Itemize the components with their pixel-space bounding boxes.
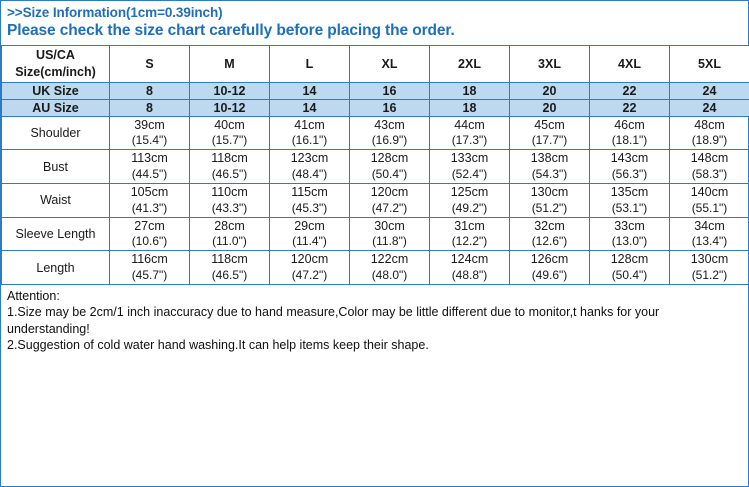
uk-size-2xl: 18 <box>430 82 510 99</box>
waist-3xl-inch: (51.2") <box>531 200 568 215</box>
attention-note-2: 2.Suggestion of cold water hand washing.It can help items keep their shape. <box>7 338 429 353</box>
length-5xl <box>670 251 749 285</box>
column-header-3xl: 3XL <box>510 46 590 83</box>
length-4xl-inch: (50.4") <box>611 267 648 282</box>
au-size-4xl: 22 <box>590 99 670 116</box>
table-row-bust <box>2 150 749 184</box>
size-check-notice: Please check the size chart carefully before placing the order. <box>7 22 455 39</box>
sleeve-length-3xl <box>510 217 590 251</box>
waist-xl-inch: (47.2") <box>371 200 408 215</box>
length-5xl-inch: (51.2") <box>691 267 728 282</box>
table-row-sleeve-length <box>2 217 749 251</box>
length-s <box>110 251 190 285</box>
shoulder-3xl-inch: (17.7") <box>531 133 568 148</box>
shoulder-xl <box>350 116 430 150</box>
bust-3xl-cm: 138cm <box>530 151 569 166</box>
bust-5xl-cm: 148cm <box>690 151 729 166</box>
uk-size-3xl: 20 <box>510 82 590 99</box>
length-l-inch: (47.2") <box>291 267 328 282</box>
au-size-xl: 16 <box>350 99 430 116</box>
table-row-au-size <box>2 99 749 116</box>
table-row-size-header <box>2 46 749 83</box>
shoulder-4xl-cm: 46cm <box>614 117 645 132</box>
au-size-l: 14 <box>270 99 350 116</box>
au-size-5xl: 24 <box>670 99 749 116</box>
shoulder-xl-cm: 43cm <box>374 117 405 132</box>
sleeve-length-l <box>270 217 350 251</box>
au-size-2xl: 18 <box>430 99 510 116</box>
column-header-m: M <box>190 46 270 83</box>
length-3xl-inch: (49.6") <box>531 267 568 282</box>
waist-4xl <box>590 184 670 218</box>
attention-section <box>1 285 748 358</box>
sleeve-length-4xl <box>590 217 670 251</box>
length-m-inch: (46.5") <box>211 267 248 282</box>
sleeve-length-m-inch: (11.0") <box>212 234 247 249</box>
waist-5xl-cm: 140cm <box>690 185 729 199</box>
length-5xl-cm: 130cm <box>690 252 729 267</box>
length-l-cm: 120cm <box>290 252 329 267</box>
shoulder-xl-inch: (16.9") <box>371 133 408 148</box>
waist-m-cm: 110cm <box>211 185 248 199</box>
column-header-l: L <box>270 46 350 83</box>
shoulder-4xl-inch: (18.1") <box>611 133 648 148</box>
waist-m <box>190 184 270 218</box>
length-2xl <box>430 251 510 285</box>
waist-3xl-cm: 130cm <box>530 185 569 199</box>
length-m <box>190 251 270 285</box>
sleeve-length-3xl-cm: 32cm <box>534 218 565 233</box>
uk-size-m: 10-12 <box>190 82 270 99</box>
bust-s-inch: (44.5") <box>131 167 168 181</box>
corner-label-line1: US/CA <box>36 48 75 62</box>
column-header-4xl: 4XL <box>590 46 670 83</box>
waist-xl <box>350 184 430 218</box>
sleeve-length-3xl-inch: (12.6") <box>531 234 568 249</box>
waist-5xl <box>670 184 749 218</box>
row-label-length: Length <box>2 251 110 285</box>
bust-m <box>190 150 270 184</box>
row-label-uk-size: UK Size <box>2 82 110 99</box>
bust-2xl <box>430 150 510 184</box>
waist-s-inch: (41.3") <box>131 200 168 215</box>
shoulder-5xl-inch: (18.9") <box>691 133 728 148</box>
waist-xl-cm: 120cm <box>370 185 409 199</box>
sleeve-length-2xl <box>430 217 510 251</box>
shoulder-5xl-cm: 48cm <box>694 117 725 132</box>
table-row-uk-size <box>2 82 749 99</box>
bust-l-cm: 123cm <box>290 151 329 166</box>
bust-5xl-inch: (58.3") <box>691 167 728 181</box>
shoulder-m-cm: 40cm <box>214 117 245 132</box>
shoulder-3xl-cm: 45cm <box>534 117 565 132</box>
au-size-m: 10-12 <box>190 99 270 116</box>
row-label-shoulder: Shoulder <box>2 116 110 150</box>
waist-l-inch: (45.3") <box>291 200 328 215</box>
waist-4xl-inch: (53.1") <box>611 200 648 215</box>
waist-s <box>110 184 190 218</box>
length-m-cm: 118cm <box>211 252 248 267</box>
sleeve-length-xl <box>350 217 430 251</box>
table-row-shoulder <box>2 116 749 150</box>
corner-label <box>2 46 110 83</box>
shoulder-s-inch: (15.4") <box>131 133 168 148</box>
column-header-2xl: 2XL <box>430 46 510 83</box>
length-s-cm: 116cm <box>131 252 168 267</box>
sleeve-length-l-cm: 29cm <box>294 218 325 233</box>
waist-l <box>270 184 350 218</box>
length-l <box>270 251 350 285</box>
uk-size-5xl: 24 <box>670 82 749 99</box>
sleeve-length-xl-cm: 30cm <box>374 218 405 233</box>
shoulder-3xl <box>510 116 590 150</box>
length-2xl-inch: (48.8") <box>451 267 488 282</box>
shoulder-2xl-inch: (17.3") <box>451 133 488 148</box>
bust-xl-inch: (50.4") <box>371 167 408 181</box>
au-size-s: 8 <box>110 99 190 116</box>
bust-l <box>270 150 350 184</box>
table-row-length <box>2 251 749 285</box>
row-label-waist: Waist <box>2 184 110 218</box>
shoulder-2xl <box>430 116 510 150</box>
bust-4xl <box>590 150 670 184</box>
shoulder-m-inch: (15.7") <box>211 133 248 148</box>
bust-m-cm: 118cm <box>211 151 248 166</box>
sleeve-length-5xl-inch: (13.4") <box>691 234 728 249</box>
row-label-au-size: AU Size <box>2 99 110 116</box>
size-chart-table <box>1 45 749 285</box>
uk-size-s: 8 <box>110 82 190 99</box>
sleeve-length-2xl-inch: (12.2") <box>451 234 488 249</box>
waist-2xl-cm: 125cm <box>450 185 489 199</box>
row-label-bust: Bust <box>2 150 110 184</box>
bust-4xl-cm: 143cm <box>610 151 649 166</box>
shoulder-m <box>190 116 270 150</box>
sleeve-length-xl-inch: (11.8") <box>372 234 407 249</box>
length-s-inch: (45.7") <box>131 267 168 282</box>
length-xl-inch: (48.0") <box>371 267 408 282</box>
bust-l-inch: (48.4") <box>291 167 328 181</box>
bust-3xl <box>510 150 590 184</box>
shoulder-4xl <box>590 116 670 150</box>
column-header-5xl: 5XL <box>670 46 749 83</box>
bust-s-cm: 113cm <box>131 151 168 166</box>
sleeve-length-4xl-cm: 33cm <box>614 218 645 233</box>
length-4xl <box>590 251 670 285</box>
bust-3xl-inch: (54.3") <box>531 167 568 181</box>
table-row-waist <box>2 184 749 218</box>
shoulder-s-cm: 39cm <box>134 117 165 132</box>
shoulder-l-inch: (16.1") <box>291 133 328 148</box>
shoulder-5xl <box>670 116 749 150</box>
bust-s <box>110 150 190 184</box>
length-xl-cm: 122cm <box>370 252 409 267</box>
sleeve-length-s-inch: (10.6") <box>131 234 168 249</box>
sleeve-length-4xl-inch: (13.0") <box>611 234 648 249</box>
length-4xl-cm: 128cm <box>610 252 649 267</box>
column-header-xl: XL <box>350 46 430 83</box>
size-info-heading: >>Size Information(1cm=0.39inch) <box>7 5 223 20</box>
shoulder-2xl-cm: 44cm <box>454 117 485 132</box>
shoulder-l <box>270 116 350 150</box>
uk-size-xl: 16 <box>350 82 430 99</box>
length-3xl <box>510 251 590 285</box>
waist-l-cm: 115cm <box>291 185 328 199</box>
au-size-3xl: 20 <box>510 99 590 116</box>
sleeve-length-5xl-cm: 34cm <box>694 218 725 233</box>
uk-size-l: 14 <box>270 82 350 99</box>
waist-2xl <box>430 184 510 218</box>
waist-s-cm: 105cm <box>130 185 169 199</box>
bust-2xl-cm: 133cm <box>450 151 489 166</box>
bust-xl <box>350 150 430 184</box>
sleeve-length-5xl <box>670 217 749 251</box>
sleeve-length-m-cm: 28cm <box>214 218 245 233</box>
sleeve-length-2xl-cm: 31cm <box>454 218 485 233</box>
corner-label-line2: Size(cm/inch) <box>15 64 96 79</box>
length-xl <box>350 251 430 285</box>
shoulder-s <box>110 116 190 150</box>
bust-5xl <box>670 150 749 184</box>
sleeve-length-l-inch: (11.4") <box>292 234 327 249</box>
waist-5xl-inch: (55.1") <box>691 200 728 215</box>
bust-m-inch: (46.5") <box>211 167 248 181</box>
bust-2xl-inch: (52.4") <box>451 167 488 181</box>
waist-m-inch: (43.3") <box>211 200 248 215</box>
sleeve-length-m <box>190 217 270 251</box>
attention-note-1: 1.Size may be 2cm/1 inch inaccuracy due to hand measure,Color may be little different due to monitor,t hanks for your understanding! <box>7 305 660 336</box>
uk-size-4xl: 22 <box>590 82 670 99</box>
bust-xl-cm: 128cm <box>370 151 409 166</box>
waist-2xl-inch: (49.2") <box>451 200 488 215</box>
length-3xl-cm: 126cm <box>530 252 569 267</box>
waist-4xl-cm: 135cm <box>610 185 649 199</box>
attention-title: Attention: <box>7 288 60 303</box>
shoulder-l-cm: 41cm <box>294 117 325 132</box>
length-2xl-cm: 124cm <box>450 252 489 267</box>
sleeve-length-s <box>110 217 190 251</box>
sleeve-length-s-cm: 27cm <box>134 218 165 233</box>
row-label-sleeve-length: Sleeve Length <box>2 217 110 251</box>
bust-4xl-inch: (56.3") <box>611 167 648 181</box>
waist-3xl <box>510 184 590 218</box>
column-header-s: S <box>110 46 190 83</box>
